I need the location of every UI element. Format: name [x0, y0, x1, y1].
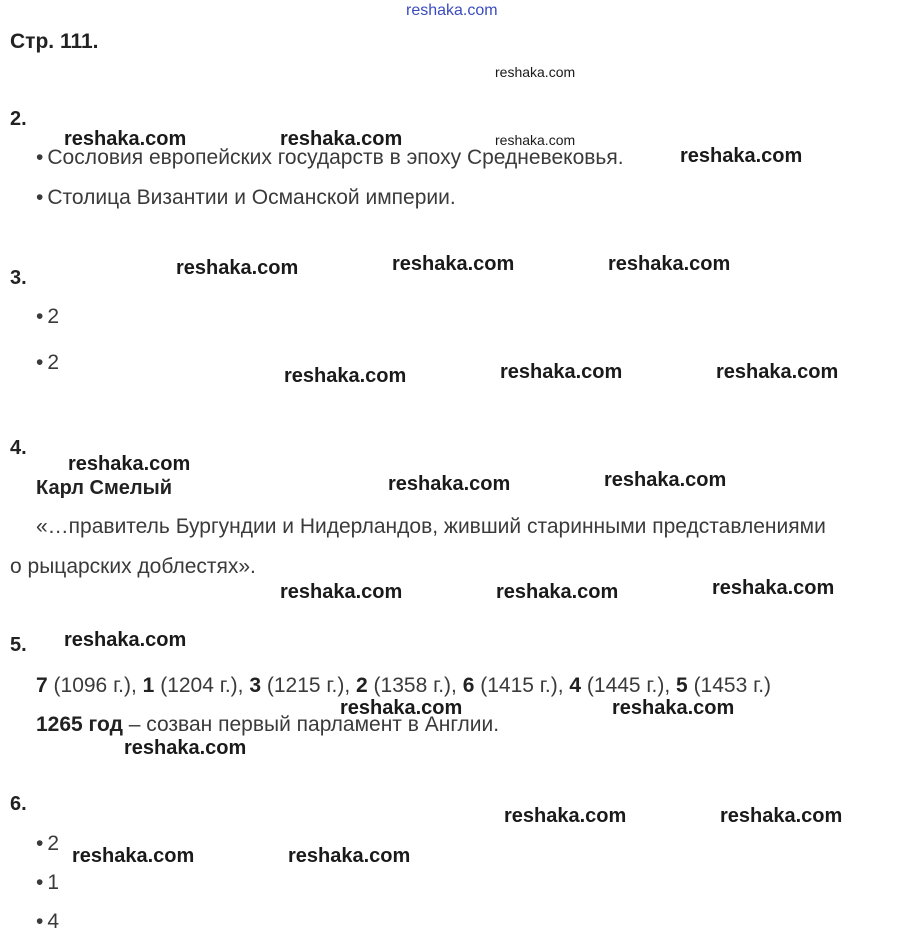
watermark: reshaka.com	[280, 128, 403, 150]
watermark: reshaka.com	[712, 577, 835, 599]
watermark: reshaka.com	[284, 365, 407, 387]
watermark: reshaka.com	[504, 805, 627, 827]
watermark: reshaka.com	[68, 453, 191, 475]
watermark: reshaka.com	[64, 629, 187, 651]
watermark: reshaka.com	[608, 253, 731, 275]
question-5-fact: 1265 год – созван первый парламент в Англии.	[36, 713, 500, 736]
question-6-item-1: • 2	[36, 832, 60, 855]
question-4-name: Карл Смелый	[36, 477, 172, 499]
watermark: reshaka.com	[680, 145, 803, 167]
watermark: reshaka.com	[496, 581, 619, 603]
watermark: reshaka.com	[500, 361, 623, 383]
question-3-item-2: • 2	[36, 351, 60, 374]
header-watermark: reshaka.com	[406, 2, 498, 19]
question-5-sequence: 7 (1096 г.), 1 (1204 г.), 3 (1215 г.), 2 (1358 г.), 6 (1415 г.), 4 (1445 г.), 5 (1453 г.)	[36, 674, 772, 697]
page-title: Стр. 111.	[10, 30, 99, 53]
watermark: reshaka.com	[64, 128, 187, 150]
question-6-number: 6.	[10, 793, 27, 815]
question-4-quote-line-1: «…правитель Бургундии и Нидерландов, живший старинными представлениями	[36, 515, 826, 538]
question-6-item-2: • 1	[36, 871, 60, 894]
question-2-item-1: • Сословия европейских государств в эпоху Средневековья.	[36, 146, 624, 169]
watermark: reshaka.com	[612, 697, 735, 719]
question-5-number: 5.	[10, 634, 27, 656]
question-2-item-2: • Столица Византии и Османской империи.	[36, 186, 456, 209]
watermark: reshaka.com	[495, 132, 576, 148]
watermark: reshaka.com	[280, 581, 403, 603]
question-6-item-3: • 4	[36, 910, 60, 933]
question-4-quote-line-2: о рыцарских доблестях».	[10, 555, 256, 578]
question-3-number: 3.	[10, 267, 27, 289]
watermark: reshaka.com	[720, 805, 843, 827]
watermark: reshaka.com	[604, 469, 727, 491]
watermark: reshaka.com	[340, 697, 463, 719]
watermark: reshaka.com	[176, 257, 299, 279]
question-4-number: 4.	[10, 437, 27, 459]
watermark: reshaka.com	[72, 845, 195, 867]
watermark: reshaka.com	[124, 737, 247, 759]
question-2-number: 2.	[10, 108, 27, 130]
watermark: reshaka.com	[495, 64, 576, 80]
watermark: reshaka.com	[388, 473, 511, 495]
watermark: reshaka.com	[392, 253, 515, 275]
question-3-item-1: • 2	[36, 305, 60, 328]
watermark: reshaka.com	[288, 845, 411, 867]
watermark: reshaka.com	[716, 361, 839, 383]
